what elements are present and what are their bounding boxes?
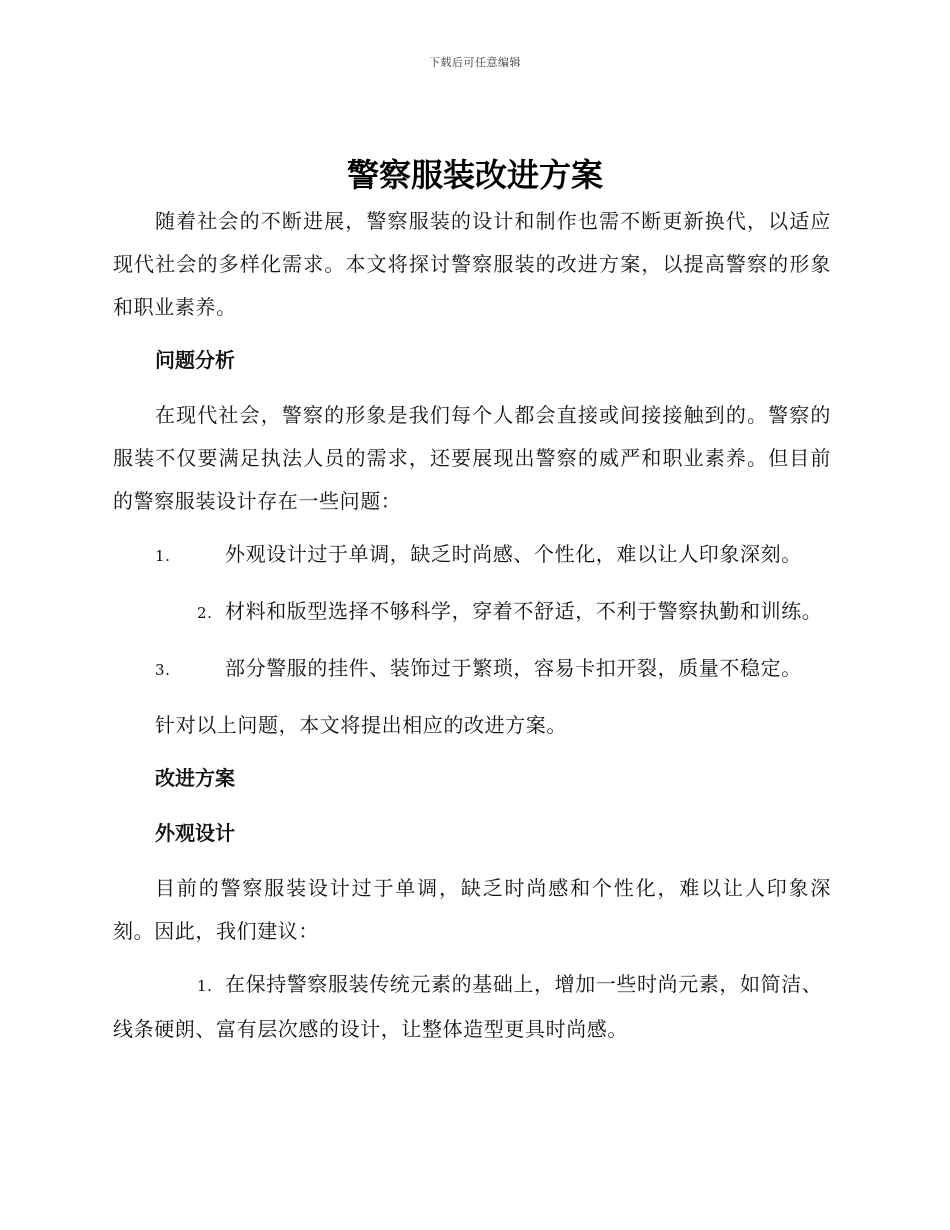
problem-paragraph: 在现代社会，警察的形象是我们每个人都会直接或间接接触到的。警察的服装不仅要满足执法人员的需求，还要展现出警察的威严和职业素养。但目前的警察服装设计存在一些问题：: [113, 403, 831, 513]
list-item: [113, 647, 831, 692]
header-note: 下载后可任意编辑: [429, 56, 521, 69]
subsection-heading-appearance-design: 外观设计: [155, 821, 235, 845]
list-number: 3.: [155, 661, 171, 679]
list-number: 1.: [197, 977, 213, 995]
list-item: [113, 533, 831, 578]
section-heading-improvement-plan: 改进方案: [155, 766, 235, 790]
document-title: 警察服装改进方案: [346, 156, 603, 194]
list-number: 1.: [155, 547, 171, 565]
list-text: 材料和版型选择不够科学，穿着不舒适，不利于警察执勤和训练。: [225, 599, 823, 623]
list-item: [113, 590, 831, 635]
list-number: 2.: [197, 604, 213, 622]
list-text: 外观设计过于单调，缺乏时尚感、个性化，难以让人印象深刻。: [225, 542, 802, 566]
document-body: [113, 200, 831, 1063]
closing-paragraph: 针对以上问题，本文将提出相应的改进方案。: [155, 713, 567, 737]
list-item: [113, 963, 831, 1051]
section-heading-problem-analysis: 问题分析: [155, 348, 235, 372]
list-text: 部分警服的挂件、装饰过于繁琐，容易卡扣开裂，质量不稳定。: [225, 656, 802, 680]
intro-paragraph: 随着社会的不断进展，警察服装的设计和制作也需不断更新换代，以适应现代社会的多样化需求。本文将探讨警察服装的改进方案，以提高警察的形象和职业素养。: [113, 209, 831, 319]
list-text: 在保持警察服装传统元素的基础上，增加一些时尚元素，如简洁、线条硬朗、富有层次感的设计，让整体造型更具时尚感。: [113, 972, 823, 1041]
appearance-paragraph: 目前的警察服装设计过于单调，缺乏时尚感和个性化，难以让人印象深刻。因此，我们建议：: [113, 876, 831, 943]
